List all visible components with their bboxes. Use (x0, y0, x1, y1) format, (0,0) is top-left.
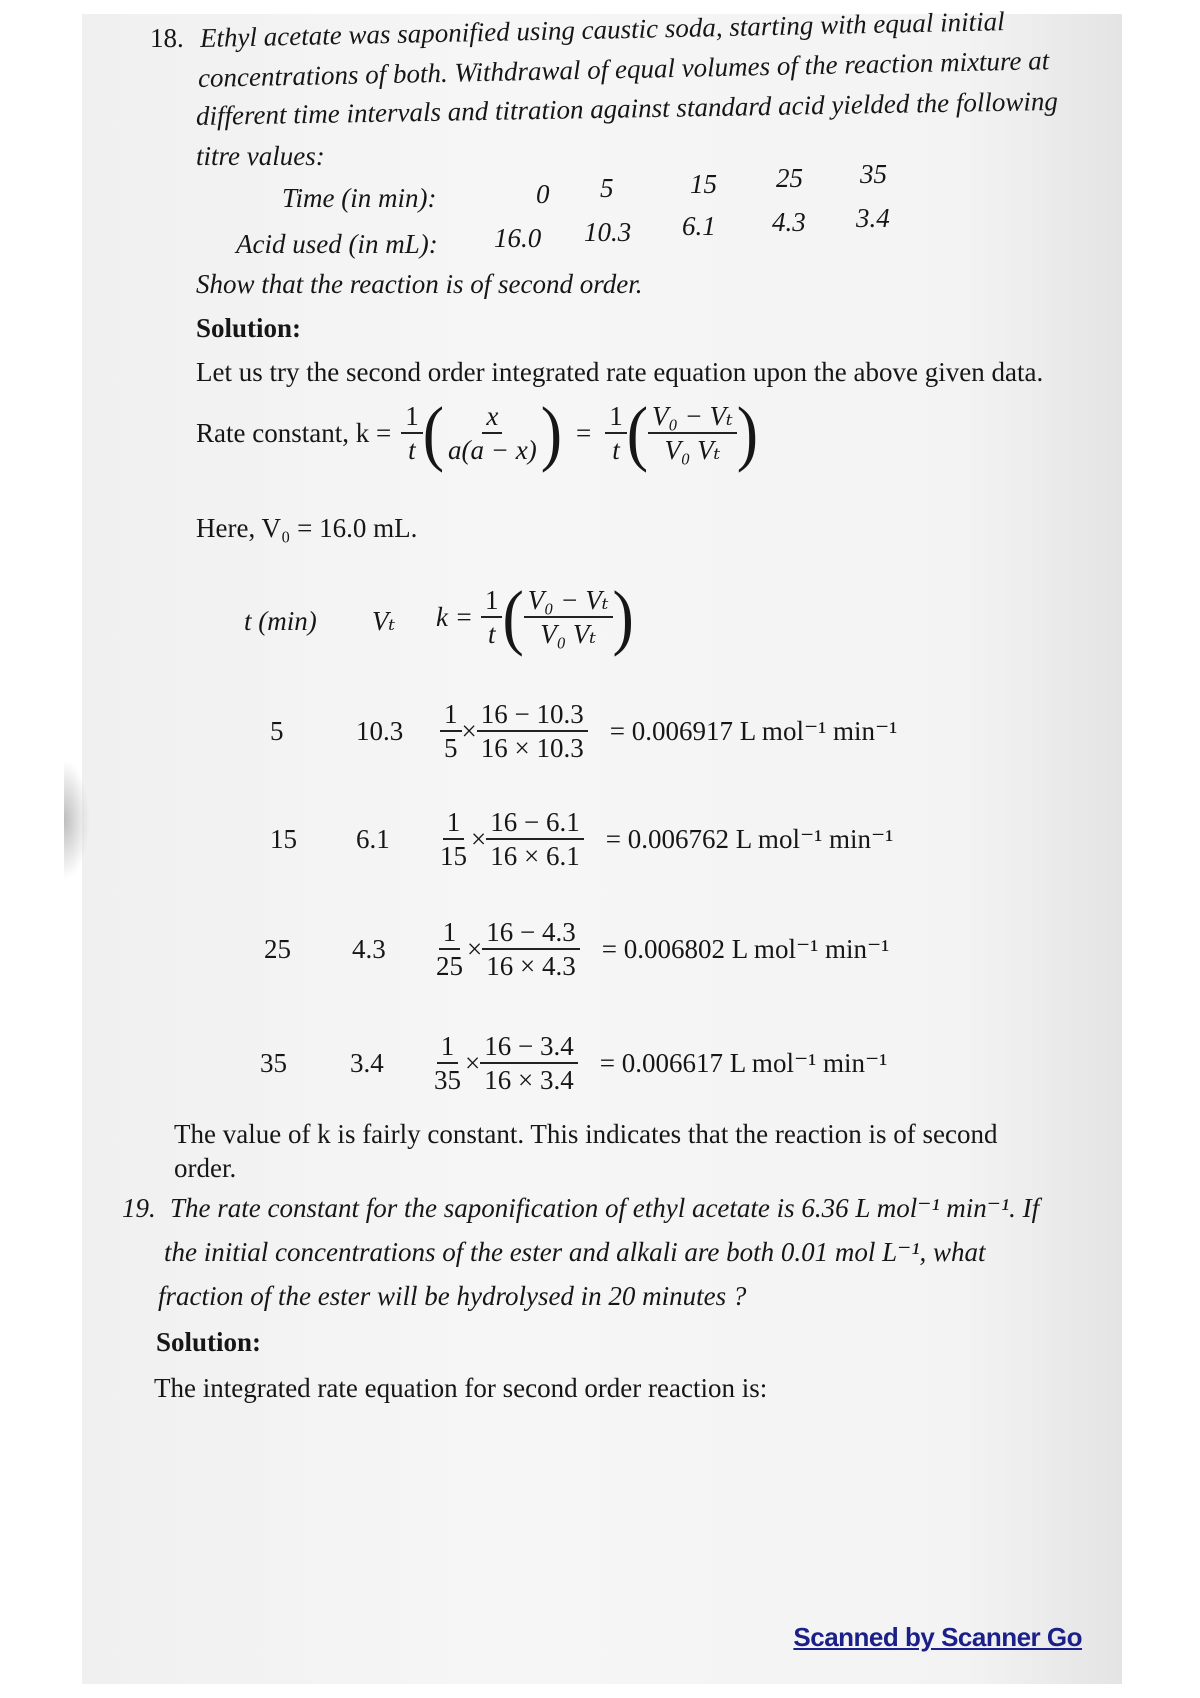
col-t: t (min) (244, 606, 317, 636)
problem-19-line-3: fraction of the ester will be hydrolysed in 20 minutes ? (158, 1281, 747, 1311)
conclusion-line-1: The value of k is fairly constant. This indicates that the reaction is of second (174, 1119, 998, 1149)
row-inv-den: 35 (434, 1065, 461, 1095)
acid-5: 10.3 (584, 217, 632, 247)
time-15: 15 (690, 169, 717, 199)
row-inv-den: 5 (444, 733, 458, 763)
row-t: 35 (260, 1047, 287, 1078)
row-inv-den: 25 (436, 951, 463, 981)
page-shadow (64, 760, 90, 880)
row-v: 6.1 (356, 823, 390, 854)
row-v: 4.3 (352, 933, 386, 964)
problem-18-line-1: Ethyl acetate was saponified using caustic soda, starting with equal initial (199, 6, 1005, 53)
time-5: 5 (600, 173, 614, 203)
solution-18-intro: Let us try the second order integrated rate equation upon the above given data. (196, 357, 1044, 387)
row-result: = 0.006617 L mol⁻¹ min⁻¹ (599, 1047, 888, 1078)
problem-18-line-2: concentrations of both. Withdrawal of equal volumes of the reaction mixture at (197, 45, 1050, 93)
row-inv-num: 1 (437, 1030, 459, 1064)
acid-15: 6.1 (682, 211, 716, 241)
problem-19-line-2: the initial concentrations of the ester and alkali are both 0.01 mol L⁻¹, what (164, 1237, 986, 1267)
one-over-t: $\frac{1}{t}$ (401, 400, 423, 466)
one-over-t-2: $\frac{1}{t}$ (605, 400, 627, 466)
show-statement: Show that the reaction is of second order. (196, 269, 643, 299)
time-0: 0 (536, 179, 550, 209)
problem-18-number: 18. (150, 23, 184, 53)
row-num: 16 − 4.3 (482, 916, 579, 950)
row-num: 16 − 3.4 (480, 1030, 577, 1064)
row-result: = 0.006762 L mol⁻¹ min⁻¹ (605, 823, 894, 854)
row-den: 16 × 6.1 (490, 841, 580, 871)
calc-row-2: 15 6.1 $\frac{1}{15}$ × $\frac{16 - 6.1}{16 \times 6.1}$ = 0.006762 L mol⁻¹ min⁻¹ (270, 807, 894, 871)
solution-19-intro: The integrated rate equation for second order reaction is: (154, 1373, 768, 1403)
rate-constant-label: Rate constant, k = (196, 417, 392, 448)
time-label: Time (in min): (282, 183, 437, 213)
row-num: 16 − 10.3 (477, 698, 588, 732)
problem-19-number: 19. (122, 1193, 156, 1223)
row-den: 16 × 10.3 (480, 733, 584, 763)
calc-row-1: 5 10.3 $\frac{1}{5}$ × $\frac{16 - 10.3}{16 \times 10.3}$ = 0.006917 L mol⁻¹ min⁻¹ (270, 699, 898, 763)
row-den: 16 × 3.4 (484, 1065, 574, 1095)
row-inv-num: 1 (443, 806, 465, 840)
time-25: 25 (776, 163, 803, 193)
row-inv-den: 15 (440, 841, 467, 871)
col-k: k = (436, 601, 473, 632)
conclusion-line-2: order. (174, 1153, 237, 1183)
row-t: 15 (270, 823, 297, 854)
calc-row-3: 25 4.3 $\frac{1}{25}$ × $\frac{16 - 4.3}{16 \times 4.3}$ = 0.006802 L mol⁻¹ min⁻¹ (264, 917, 890, 981)
time-35: 35 (860, 159, 887, 189)
row-v: 10.3 (356, 715, 404, 746)
problem-19-line-1: The rate constant for the saponification of ethyl acetate is 6.36 L mol⁻¹ min⁻¹. If (170, 1193, 1040, 1223)
row-inv-num: 1 (440, 698, 462, 732)
acid-0: 16.0 (494, 223, 542, 253)
here-line: Here, V₀ = 16.0 mL. (196, 513, 418, 543)
row-v: 3.4 (350, 1047, 384, 1078)
solution-18-label: Solution: (196, 313, 302, 343)
col-v: Vₜ (372, 606, 396, 636)
v-fraction: $\frac{\text{V₀ − Vₜ}}{\text{V₀ Vₜ}}$ (648, 400, 737, 466)
scanner-watermark: Scanned by Scanner Go (793, 1622, 1082, 1652)
acid-35: 3.4 (856, 203, 890, 233)
solution-19-label: Solution: (156, 1327, 262, 1357)
col-k-formula: k = $\frac{1}{t}$ ( $\frac{\text{V₀ − Vₜ}}{\text{V₀ Vₜ}}$ ) (436, 575, 634, 658)
row-num: 16 − 6.1 (486, 806, 583, 840)
rate-constant-formula: Rate constant, k = $\frac{1}{t}$ ( $\frac{x}{a(a - x)}$ ) = $\frac{1}{t}$ ( $\frac{\text{V₀ − Vₜ}}{\text{V₀ Vₜ}}$ ) (196, 391, 759, 474)
x-over-a: $\frac{x}{a(a - x)}$ (448, 401, 537, 465)
row-t: 25 (264, 933, 291, 964)
problem-18-line-3: different time intervals and titration against standard acid yielded the following (195, 85, 1059, 131)
acid-25: 4.3 (772, 207, 806, 237)
row-inv-num: 1 (439, 916, 461, 950)
row-result: = 0.006802 L mol⁻¹ min⁻¹ (601, 933, 890, 964)
row-den: 16 × 4.3 (486, 951, 576, 981)
problem-18-line-4: titre values: (196, 141, 325, 171)
row-t: 5 (270, 715, 284, 746)
acid-label: Acid used (in mL): (236, 229, 438, 259)
calc-row-4: 35 3.4 $\frac{1}{35}$ × $\frac{16 - 3.4}{16 \times 3.4}$ = 0.006617 L mol⁻¹ min⁻¹ (260, 1031, 888, 1095)
row-result: = 0.006917 L mol⁻¹ min⁻¹ (609, 715, 898, 746)
